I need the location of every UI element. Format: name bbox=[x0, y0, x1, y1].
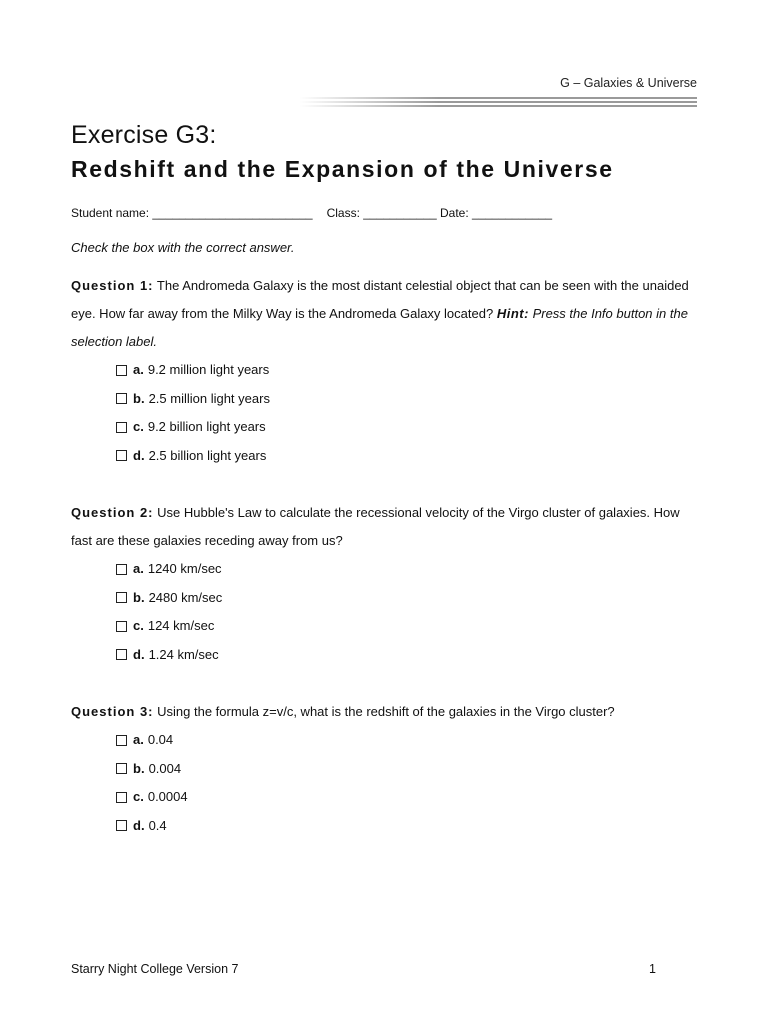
answer-option-b[interactable] bbox=[116, 755, 701, 784]
question-1-prompt bbox=[71, 272, 701, 356]
question-label: Question 2: bbox=[71, 505, 154, 520]
question-text: Use Hubble's Law to calculate the recessional velocity of the Virgo cluster of galaxies. How fast are these galaxies receding away from us? bbox=[71, 505, 680, 548]
checkbox[interactable] bbox=[116, 621, 127, 632]
checkbox[interactable] bbox=[116, 564, 127, 575]
option-letter: d. bbox=[133, 646, 145, 662]
class-field[interactable]: Class: ___________ bbox=[326, 206, 437, 220]
question-2 bbox=[71, 499, 701, 669]
answer-option-b[interactable] bbox=[116, 584, 701, 613]
question-text: Using the formula z=v/c, what is the redshift of the galaxies in the Virgo cluster? bbox=[157, 704, 615, 719]
answer-option-b[interactable] bbox=[116, 385, 701, 414]
student-name-field[interactable]: Student name: ________________________ bbox=[71, 206, 313, 220]
checkbox[interactable] bbox=[116, 735, 127, 746]
instructions: Check the box with the correct answer. bbox=[71, 240, 295, 255]
option-text: 1.24 km/sec bbox=[148, 646, 219, 662]
answer-option-c[interactable] bbox=[116, 783, 701, 812]
question-label: Question 3: bbox=[71, 704, 154, 719]
question-2-prompt bbox=[71, 499, 701, 555]
checkbox[interactable] bbox=[116, 763, 127, 774]
answer-option-d[interactable] bbox=[116, 442, 701, 471]
header-section-title: G – Galaxies & Universe bbox=[560, 76, 697, 90]
exercise-subtitle: Redshift and the Expansion of the Universe bbox=[71, 156, 614, 182]
option-letter: c. bbox=[133, 419, 144, 435]
checkbox[interactable] bbox=[116, 422, 127, 433]
option-text: 1240 km/sec bbox=[147, 561, 222, 577]
question-1 bbox=[71, 272, 701, 470]
option-text: 0.4 bbox=[148, 817, 167, 833]
answer-option-c[interactable] bbox=[116, 413, 701, 442]
option-letter: d. bbox=[133, 817, 145, 833]
checkbox[interactable] bbox=[116, 792, 127, 803]
checkbox[interactable] bbox=[116, 393, 127, 404]
answer-option-a[interactable] bbox=[116, 555, 701, 584]
option-letter: d. bbox=[133, 447, 145, 463]
student-info-line bbox=[71, 206, 552, 220]
checkbox[interactable] bbox=[116, 820, 127, 831]
options-list bbox=[71, 356, 701, 470]
option-letter: a. bbox=[133, 561, 144, 577]
answer-option-c[interactable] bbox=[116, 612, 701, 641]
exercise-title: Exercise G3: bbox=[71, 121, 217, 149]
question-text: The Andromeda Galaxy is the most distant celestial object that can be seen with the unaided eye. How far away from the Milky Way is the Andromeda Galaxy located? bbox=[71, 278, 689, 321]
question-3-prompt bbox=[71, 698, 701, 726]
options-list bbox=[71, 555, 701, 669]
header-rule bbox=[300, 97, 697, 109]
option-letter: c. bbox=[133, 618, 144, 634]
checkbox[interactable] bbox=[116, 365, 127, 376]
checkbox[interactable] bbox=[116, 450, 127, 461]
option-text: 2480 km/sec bbox=[148, 589, 223, 605]
checkbox[interactable] bbox=[116, 649, 127, 660]
option-text: 9.2 billion light years bbox=[147, 419, 266, 435]
footer-page-number: 1 bbox=[649, 962, 656, 976]
question-3 bbox=[71, 698, 701, 840]
option-letter: c. bbox=[133, 789, 144, 805]
option-text: 0.0004 bbox=[147, 789, 188, 805]
hint-label: Hint: bbox=[496, 306, 529, 321]
options-list bbox=[71, 726, 701, 840]
option-text: 9.2 million light years bbox=[147, 362, 270, 378]
answer-option-d[interactable] bbox=[116, 812, 701, 841]
question-label: Question 1: bbox=[71, 278, 154, 293]
option-text: 0.04 bbox=[147, 732, 174, 748]
option-letter: b. bbox=[133, 589, 145, 605]
option-letter: a. bbox=[133, 732, 144, 748]
option-text: 2.5 billion light years bbox=[148, 447, 267, 463]
hint-text: Press the Info button in the selection label. bbox=[71, 306, 688, 349]
option-text: 2.5 million light years bbox=[148, 390, 270, 406]
footer-product-name: Starry Night College Version 7 bbox=[71, 962, 239, 976]
option-text: 124 km/sec bbox=[147, 618, 215, 634]
answer-option-a[interactable] bbox=[116, 356, 701, 385]
answer-option-d[interactable] bbox=[116, 641, 701, 670]
option-letter: b. bbox=[133, 390, 145, 406]
option-letter: b. bbox=[133, 760, 145, 776]
option-text: 0.004 bbox=[148, 760, 182, 776]
checkbox[interactable] bbox=[116, 592, 127, 603]
answer-option-a[interactable] bbox=[116, 726, 701, 755]
option-letter: a. bbox=[133, 362, 144, 378]
date-field[interactable]: Date: ____________ bbox=[440, 206, 553, 220]
